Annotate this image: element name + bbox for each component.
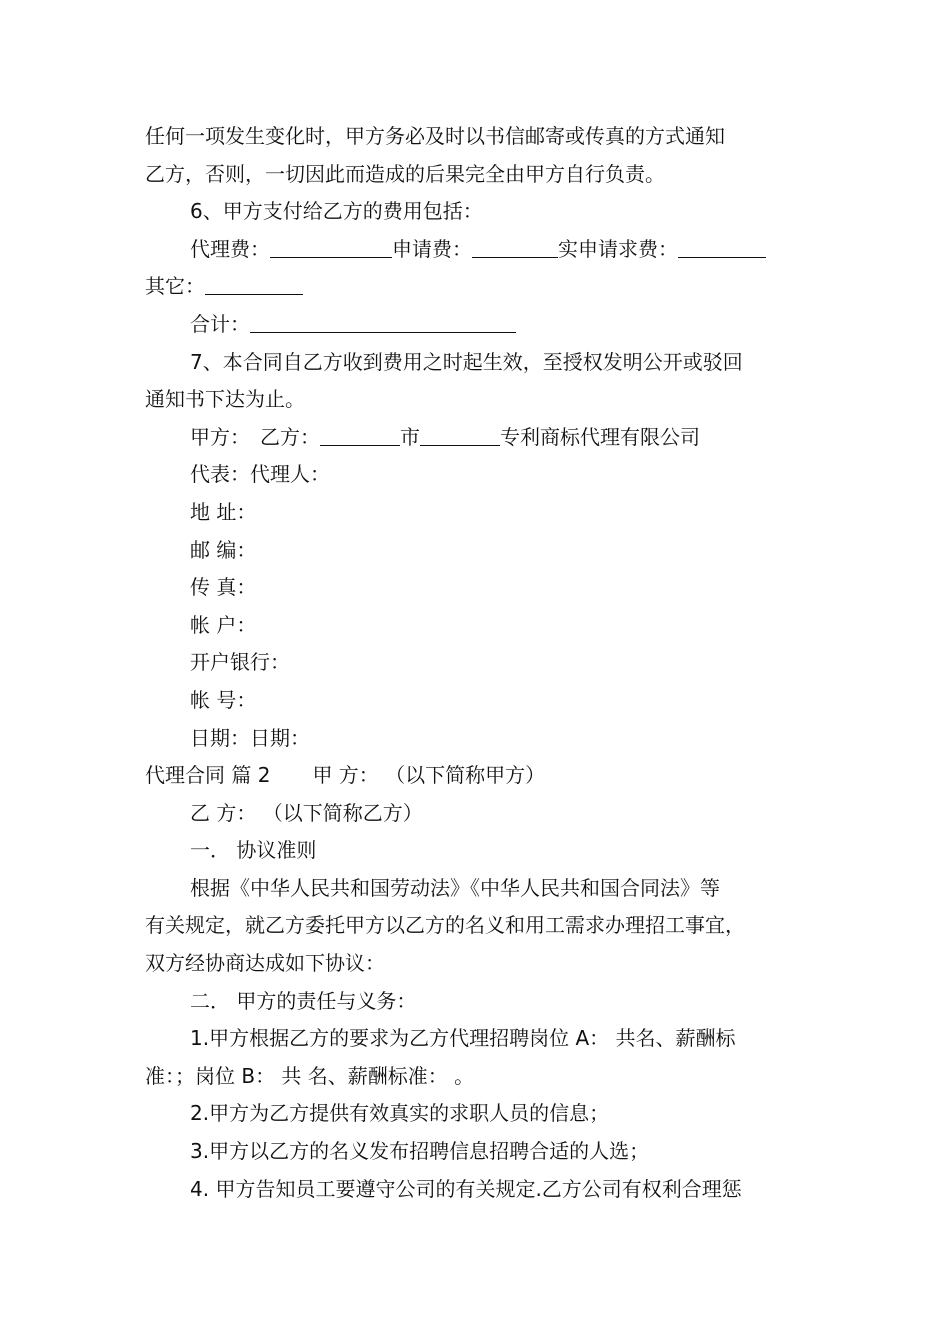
city-blank	[320, 425, 400, 446]
party-a-label: 甲方：	[190, 424, 250, 449]
agency-fee-blank	[270, 237, 392, 258]
company-name: 专利商标代理有限公司	[500, 424, 700, 449]
application-fee-blank	[472, 237, 558, 258]
contract2-party-b: 乙 方： （以下简称乙方）	[190, 800, 423, 825]
contract2-party-a: 甲 方： （以下简称甲方）	[312, 763, 546, 788]
section-2-heading: 二． 甲方的责任与义务：	[190, 988, 417, 1013]
document-body	[145, 118, 810, 1208]
section-1-heading: 一． 协议准则	[190, 838, 317, 863]
fax-line: 传 真：	[190, 575, 257, 600]
total-fee-label: 合计：	[190, 311, 250, 336]
paragraph-line: 双方经协商达成如下协议：	[145, 951, 385, 976]
other-fee-label: 其它：	[145, 274, 205, 299]
other-fee-blank	[205, 274, 303, 295]
other-fee-line	[145, 268, 810, 306]
exam-fee-blank	[678, 237, 766, 258]
duty-3: 3.甲方以乙方的名义发布招聘信息招聘合适的人选；	[190, 1139, 650, 1164]
contract2-heading-line	[145, 757, 810, 795]
date-line: 日期：日期：	[190, 725, 310, 750]
application-fee-label: 申请费：	[392, 236, 472, 261]
paragraph-line: 根据《中华人民共和国劳动法》《中华人民共和国合同法》等	[190, 875, 720, 900]
contract2-heading: 代理合同 篇 2	[145, 763, 271, 788]
paragraph-line: 任何一项发生变化时，甲方务必及时以书信邮寄或传真的方式通知	[145, 124, 725, 148]
party-b-label: 乙方：	[260, 424, 320, 449]
postcode-line: 邮 编：	[190, 537, 257, 562]
paragraph-line: 乙方，否则，一切因此而造成的后果完全由甲方自行负责。	[145, 161, 665, 186]
bank-line: 开户银行：	[190, 650, 290, 675]
paragraph-line: 有关规定，就乙方委托甲方以乙方的名义和用工需求办理招工事宜，	[145, 913, 745, 938]
company-blank	[420, 425, 500, 446]
paragraph-line: 准：；岗位 B： 共 名、薪酬标准： 。	[145, 1063, 475, 1088]
account-holder-line: 帐 户：	[190, 612, 257, 637]
address-line: 地 址：	[190, 499, 257, 524]
duty-2: 2.甲方为乙方提供有效真实的求职人员的信息；	[190, 1101, 610, 1126]
city-label: 市	[400, 424, 420, 449]
total-fee-line	[145, 306, 810, 344]
agency-fee-label: 代理费：	[190, 236, 270, 261]
clause-6: 6、甲方支付给乙方的费用包括：	[190, 199, 483, 224]
total-fee-blank	[250, 312, 516, 333]
clause-7: 7、本合同自乙方收到费用之时起生效，至授权发明公开或驳回	[190, 349, 743, 374]
account-number-line: 帐 号：	[190, 687, 257, 712]
duty-1: 1.甲方根据乙方的要求为乙方代理招聘岗位 A： 共名、薪酬标	[190, 1026, 736, 1051]
representative-line: 代表：代理人：	[190, 462, 330, 487]
exam-fee-label: 实申请求费：	[558, 236, 678, 261]
duty-4: 4. 甲方告知员工要遵守公司的有关规定.乙方公司有权利合理惩	[190, 1176, 742, 1201]
signature-parties	[145, 419, 810, 457]
paragraph-line: 通知书下达为止。	[145, 387, 305, 412]
fee-line	[145, 231, 810, 269]
